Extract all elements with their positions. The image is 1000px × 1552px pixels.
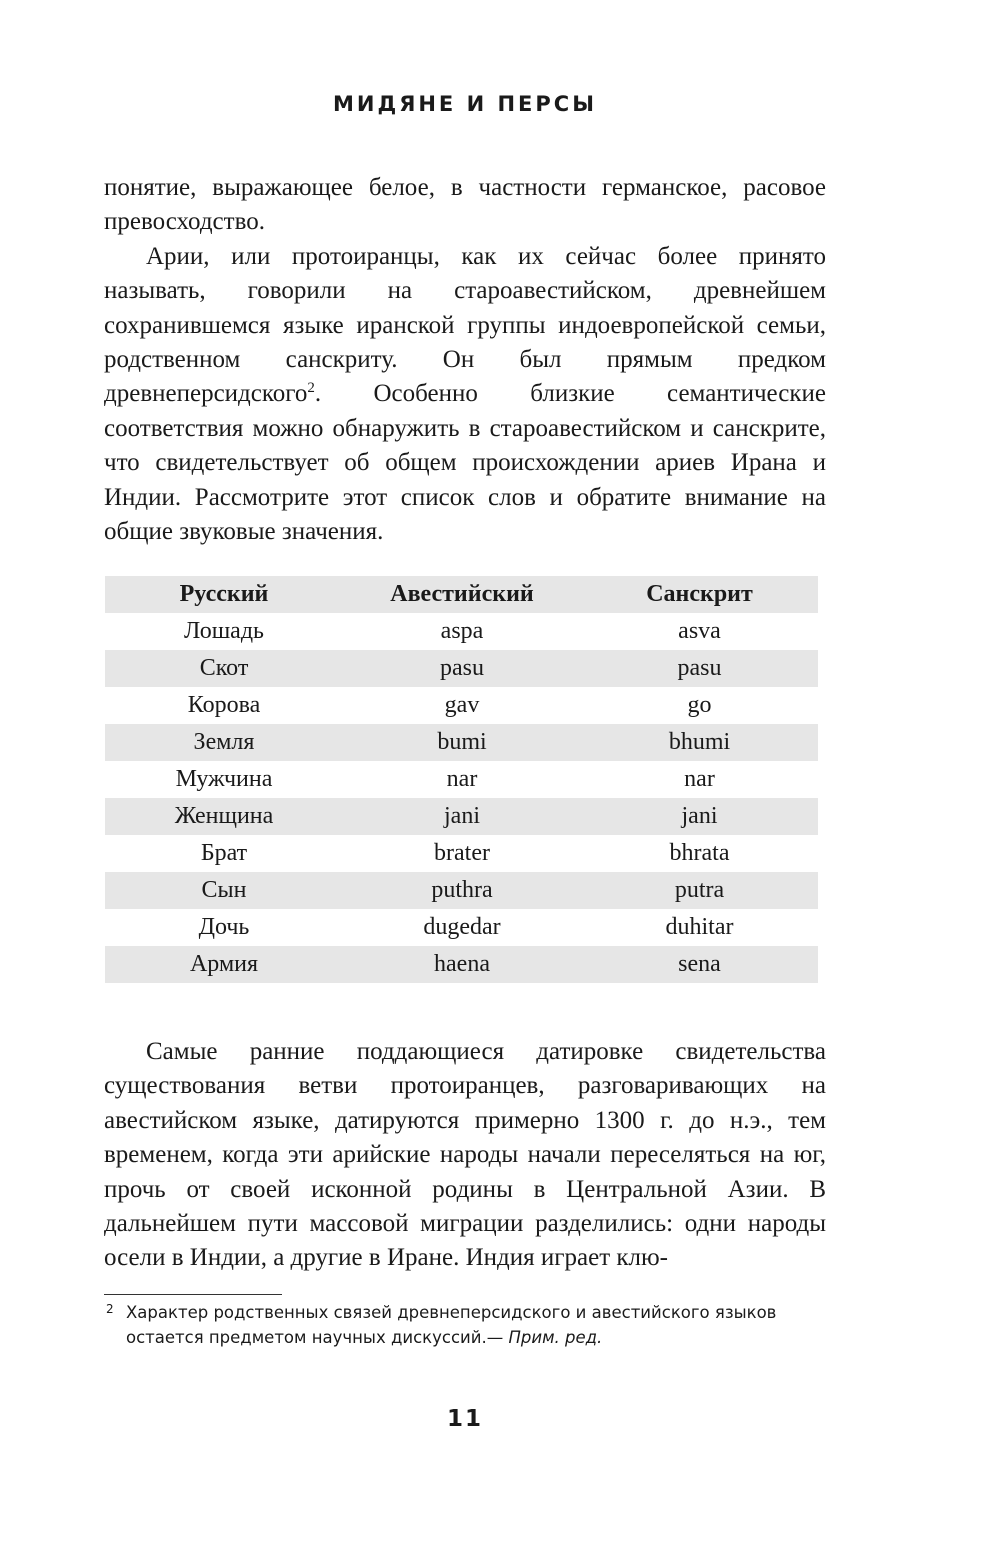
table-cell-sanskrit: pasu [581,650,818,687]
footnote-editor-note: Прим. ред. [508,1328,603,1347]
table-cell-avestan: bumi [343,724,581,761]
table-cell-sanskrit: duhitar [665,914,734,940]
table-cell-russian: Сын [105,872,343,909]
table-cell-avestan: aspa [440,618,484,644]
footnote-text [126,1300,826,1350]
table-cell-avestan: gav [444,692,480,718]
table-cell-avestan: puthra [343,872,581,909]
table-cell-russian: Женщина [105,798,343,835]
table-row [105,724,818,761]
table-cell-sanskrit: bhumi [581,724,818,761]
footnote-separator [104,1294,282,1295]
table-row [105,761,818,798]
table-cell-russian: Брат [200,840,248,866]
body-text-top [104,171,826,549]
column-header-sanskrit: Санскрит [581,576,818,613]
table-cell-sanskrit: jani [581,798,818,835]
table-cell-sanskrit: bhrata [669,840,730,866]
word-comparison-table [105,576,818,983]
paragraph-aryans-text-cont: . Особенно близкие семантические соответствия можно обнаружить в староавестийском и санскрите, что свидетельствует об общем происхождении ариев Ирана и Индии. Рассмотрите этот список слов и обратите внимание на общие звуковые значения. [104,380,826,546]
table-row [105,909,818,946]
table-cell-avestan: nar [446,766,478,792]
table-row [105,650,818,687]
table-cell-avestan: brater [434,840,490,866]
table-cell-russian: Дочь [198,914,250,940]
body-text-bottom [104,1035,826,1276]
table-row [105,946,818,983]
table-row [105,798,818,835]
table-cell-sanskrit: go [687,692,712,718]
paragraph-continuation: понятие, выражающее белое, в частности германское, расовое превосходство. [104,174,826,236]
table-cell-sanskrit: sena [581,946,818,983]
paragraph-aryans [104,240,826,550]
table-row [105,613,818,650]
table-cell-russian: Армия [105,946,343,983]
table-cell-russian: Корова [187,692,261,718]
table-row [105,835,818,872]
footnote-mark: 2 [106,1302,114,1316]
table-cell-russian: Мужчина [175,766,273,792]
table-row [105,687,818,724]
column-header-avestan: Авестийский [343,576,581,613]
table-cell-russian: Земля [105,724,343,761]
column-header-russian: Русский [105,576,343,613]
footnote-reference[interactable]: 2 [307,380,315,397]
table-cell-sanskrit: nar [684,766,715,792]
table-cell-russian: Скот [105,650,343,687]
paragraph-aryans-text: Арии, или протоиранцы, как их сейчас более принято называть, говорили на староавестийском, древнейшем сохранившемся языке иранской группы индоевропейской семьи, родственном санскриту. Он был прямым предком древнеперсидского [104,242,826,408]
table-cell-sanskrit: putra [581,872,818,909]
paragraph-earliest-evidence: Самые ранние поддающиеся датировке свидетельства существования ветви протоиранцев, разговаривающих на авестийском языке, датируются примерно 1300 г. до н.э., тем временем, когда эти арийские народы начали переселяться на юг, прочь от своей исконной родины в Центральной Азии. В дальнейшем пути массовой миграции разделились: одни народы осели в Индии, а другие в Иране. Индия играет клю- [104,1038,826,1272]
table-cell-avestan: dugedar [423,914,501,940]
table-cell-avestan: haena [343,946,581,983]
table-cell-russian: Лошадь [184,618,264,644]
table-row [105,872,818,909]
footnote-body: Характер родственных связей древнеперсидского и авестийского языков остается предметом научных дискуссий.— [126,1303,777,1347]
table-cell-avestan: jani [343,798,581,835]
table-header-row [105,576,818,613]
table-cell-sanskrit: asva [678,618,721,644]
page-number: 11 [446,1406,483,1432]
running-head: МИДЯНЕ И ПЕРСЫ [333,92,597,116]
footnote [104,1300,826,1350]
table-cell-avestan: pasu [343,650,581,687]
